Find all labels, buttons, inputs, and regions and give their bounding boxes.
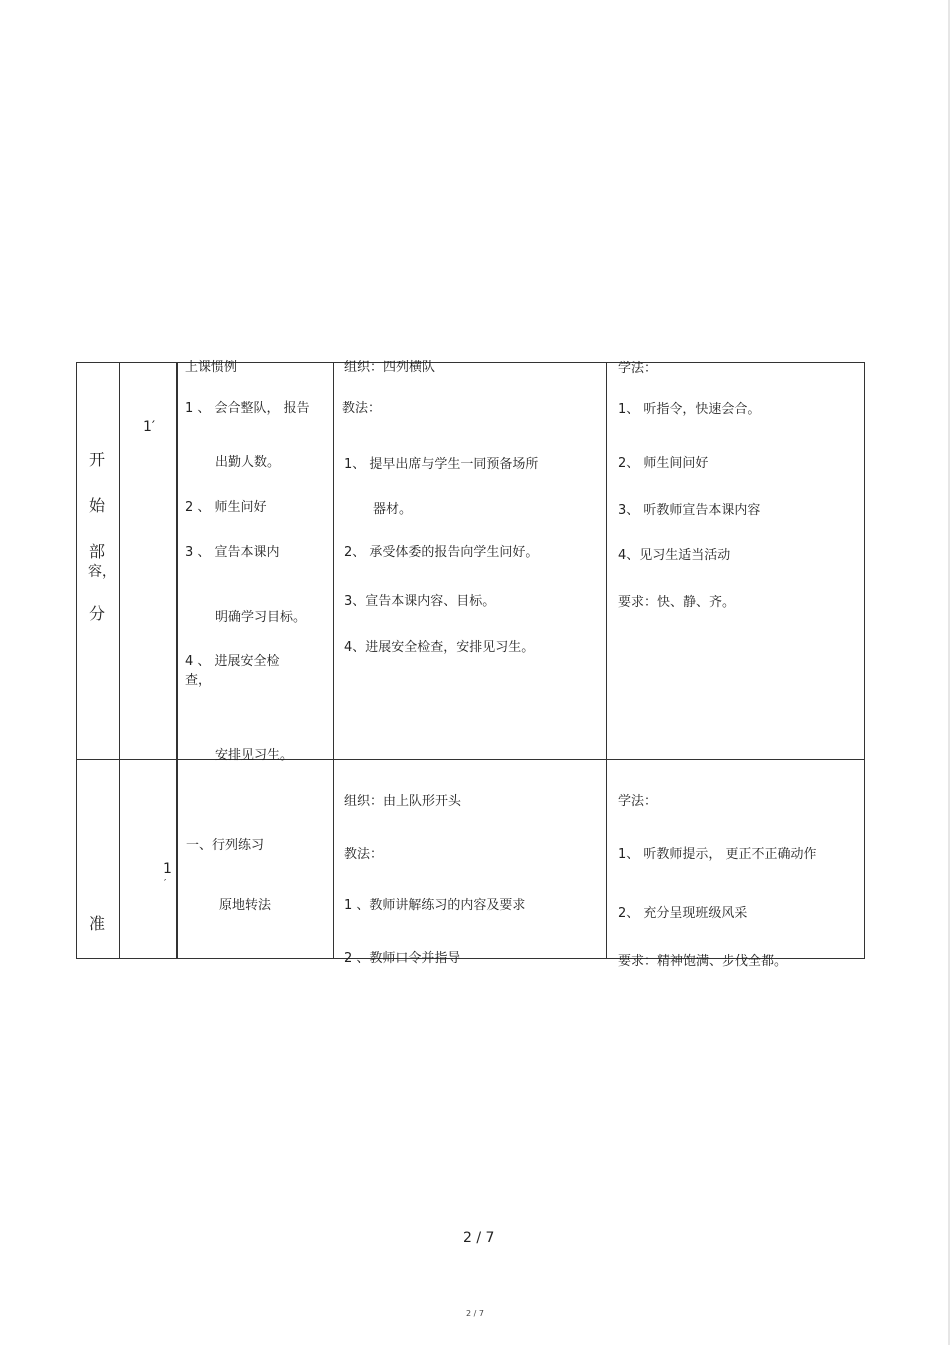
organization-line: 组织：由上队形开头 [344,794,462,809]
organization-line: 1、 提早出席与学生一同预备场所 [344,457,539,472]
method-line: 2、 师生间问好 [618,456,709,471]
method-line: 学法： [618,361,658,376]
part-label-char: 容， [88,564,116,580]
organization-line: 2、 承受体委的报告向学生问好。 [344,545,539,560]
content-line: 查， [185,673,212,688]
table-col-divider [119,362,120,959]
content-line: 2 、 师生问好 [185,500,267,515]
method-line: 1、 听指令，快速会合。 [618,402,761,417]
organization-line: 4、进展安全检查，安排见习生。 [344,640,535,655]
table-col-divider [606,362,607,959]
page-number-small: 2 / 7 [466,1309,484,1318]
method-line: 学法： [618,794,658,809]
part-label-char: 始 [89,496,106,515]
content-line: 一、行列练习 [186,838,265,853]
organization-line: 2 、教师口令并指导 [344,951,461,966]
content-line: 原地转法 [219,898,272,913]
part-label-char: 准 [89,914,106,933]
content-line: 3 、 宣告本课内 [185,545,280,560]
organization-line: 组织：四列横队 [344,360,436,375]
content-line: 4 、 进展安全检 [185,654,280,669]
table-row-divider [76,759,865,760]
method-line: 要求：快、静、齐。 [618,595,736,610]
table-border-right [864,362,865,959]
content-heading: 上课惯例 [185,360,238,375]
method-line: 2、 充分呈现班级风采 [618,906,748,921]
time-allocation-mark: ′ [164,878,167,889]
table-col-divider [333,362,334,959]
content-line: 出勤人数。 [215,455,281,470]
method-line: 1、 听教师提示， 更正不正确动作 [618,847,817,862]
part-label-char: 开 [89,450,106,469]
content-line: 明确学习目标。 [215,610,307,625]
part-label-char: 部 [89,542,106,561]
time-allocation: 1′ [143,419,156,435]
page-number: 2 / 7 [463,1230,495,1246]
method-line: 要求：精神饱满、步伐全都。 [618,954,788,969]
organization-line: 3、宣告本课内容、目标。 [344,594,496,609]
method-line: 4、见习生适当活动 [618,548,731,563]
time-allocation: 1 [163,861,172,877]
table-border-left [76,362,77,959]
part-label-char: 分 [89,604,106,623]
organization-line: 教法： [342,401,382,416]
method-line: 3、 听教师宣告本课内容 [618,503,761,518]
organization-line: 器材。 [373,502,413,517]
content-line: 安排见习生。 [215,748,294,763]
content-line: 1 、 会合整队， 报告 [185,401,310,416]
organization-line: 1 、教师讲解练习的内容及要求 [344,898,526,913]
organization-line: 教法： [344,847,384,862]
table-col-divider [176,362,178,959]
